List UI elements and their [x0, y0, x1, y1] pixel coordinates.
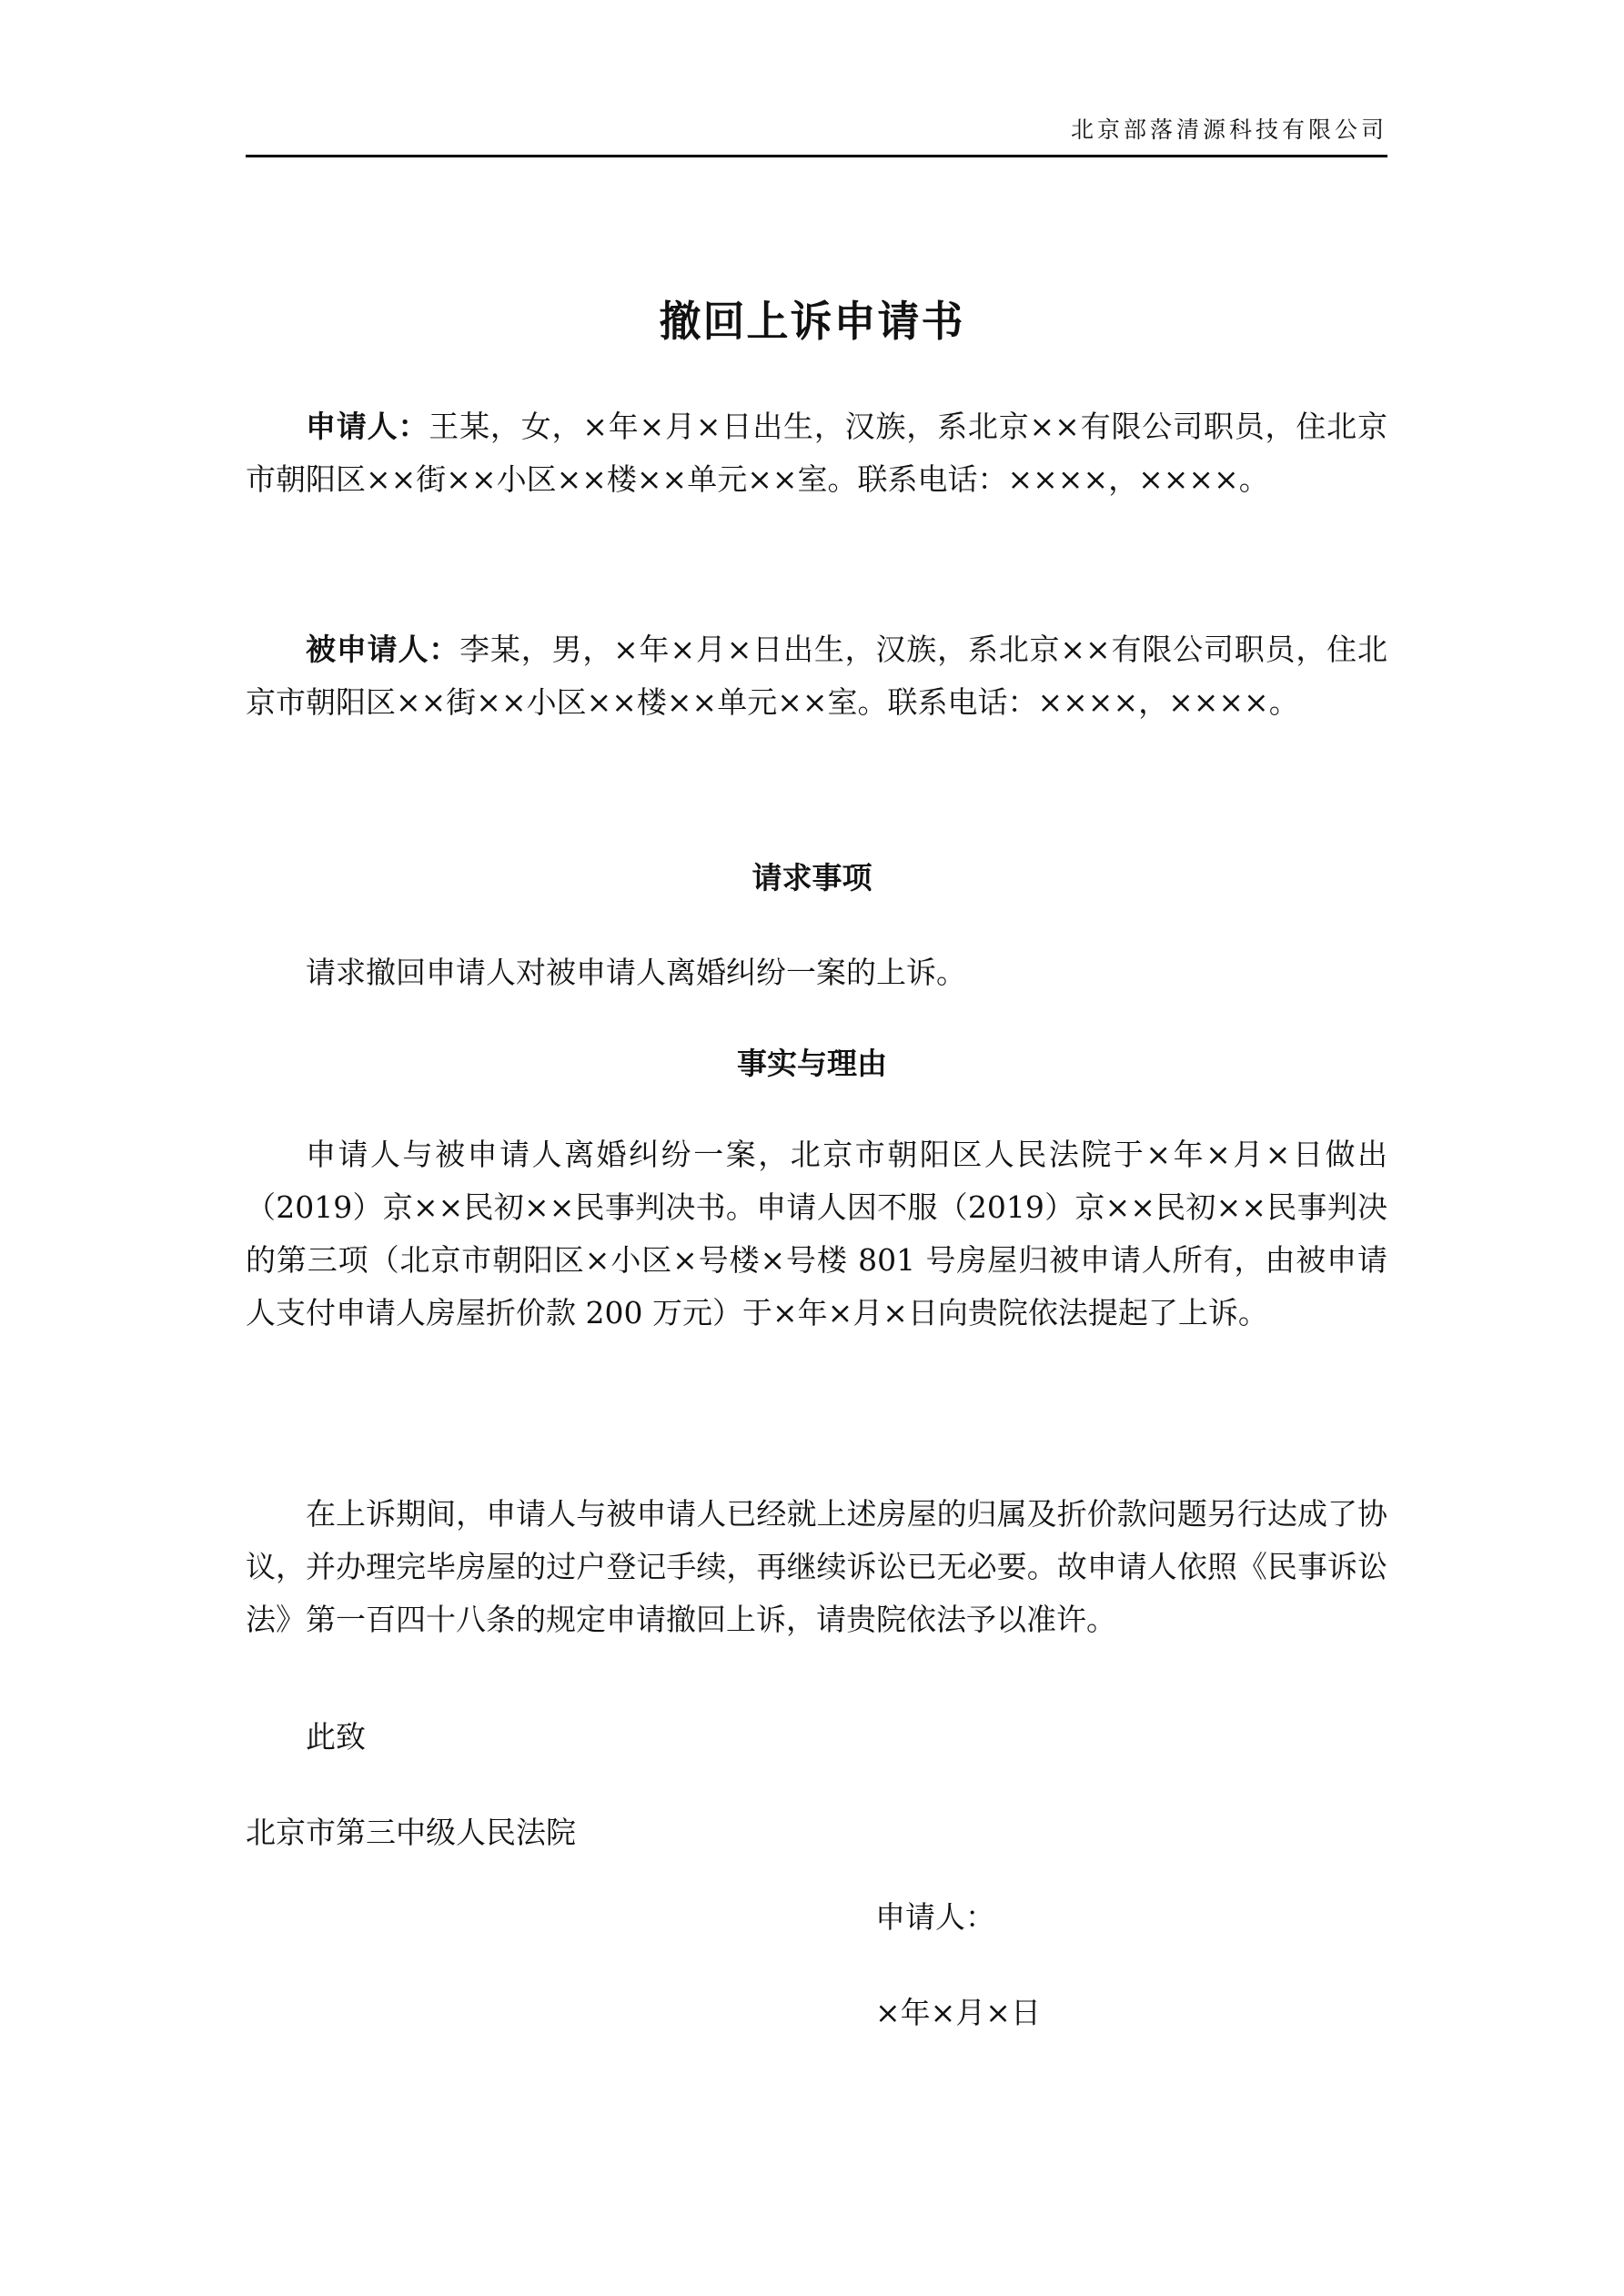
applicant-label: 申请人：: [306, 409, 429, 444]
salutation: 此致: [306, 1719, 366, 1755]
respondent-text: 李某，男，×年×月×日出生，汉族，系北京××有限公司职员，住北京市朝阳区××街××小区××楼××单元××室。联系电话：××××，××××。: [246, 632, 1388, 720]
facts-paragraph-1: 申请人与被申请人离婚纠纷一案，北京市朝阳区人民法院于×年×月×日做出（2019）京××民初××民事判决书。申请人因不服（2019）京××民初××民事判决的第三项（北京市朝阳区×小区×号楼×号楼 801 号房屋归被申请人所有，由被申请人支付申请人房屋折价款 200 万元）于×年×月×日向贵院依法提起了上诉。: [246, 1137, 1387, 1330]
facts-heading: 事实与理由: [737, 1046, 887, 1081]
signature-label: 申请人：: [875, 1899, 995, 1935]
respondent-paragraph: [246, 623, 1387, 729]
signature-date: ×年×月×日: [875, 1995, 1041, 2030]
requests-paragraph: 请求撤回申请人对被申请人离婚纠纷一案的上诉。: [306, 955, 966, 990]
facts-paragraph-2: 在上诉期间，申请人与被申请人已经就上述房屋的归属及折价款问题另行达成了协议，并办理完毕房屋的过户登记手续，再继续诉讼已无必要。故申请人依照《民事诉讼法》第一百四十八条的规定申请撤回上诉，请贵院依法予以准许。: [246, 1496, 1387, 1637]
document-title: 撤回上诉申请书: [659, 297, 965, 346]
court-name: 北京市第三中级人民法院: [246, 1815, 576, 1850]
respondent-label: 被申请人：: [306, 632, 460, 667]
applicant-paragraph: [246, 400, 1387, 506]
requests-heading: 请求事项: [751, 860, 873, 895]
header-company-name: 北京部落清源科技有限公司: [1070, 116, 1387, 143]
header-divider: [246, 155, 1387, 157]
applicant-text: 王某，女，×年×月×日出生，汉族，系北京××有限公司职员，住北京市朝阳区××街××小区××楼××单元××室。联系电话：××××，××××。: [246, 409, 1387, 497]
